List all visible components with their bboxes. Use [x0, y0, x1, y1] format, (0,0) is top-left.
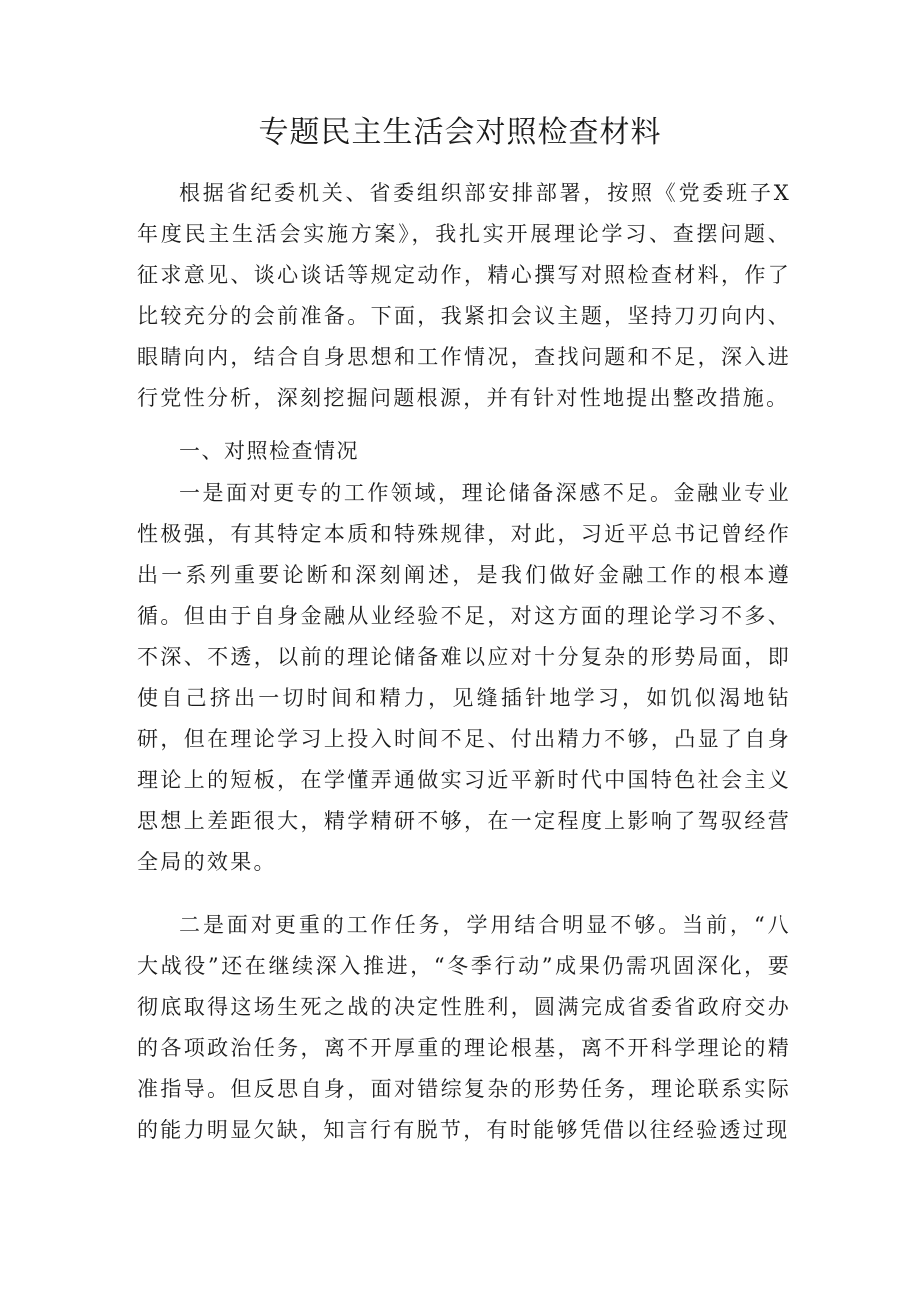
paragraph-point-one: 一是面对更专的工作领域，理论储备深感不足。金融业专业性极强，有其特定本质和特殊规律，对此，习近平总书记曾经作出一系列重要论断和深刻阐述，是我们做好金融工作的根本遵循。但由于自身金融从业经验不足，对这方面的理论学习不多、不深、不透，以前的理论储备难以应对十分复杂的形势局面，即使自己挤出一切时间和精力，见缝插针地学习，如饥似渴地钻研，但在理论学习上投入时间不足、付出精力不够，凸显了自身理论上的短板，在学懂弄通做实习近平新时代中国特色社会主义思想上差距很大，精学精研不够，在一定程度上影响了驾驭经营全局的效果。: [137, 481, 791, 874]
document-title: 专题民主生活会对照检查材料: [258, 115, 662, 150]
paragraph-introduction: 根据省纪委机关、省委组织部安排部署，按照《党委班子X年度民主生活会实施方案》，我扎实开展理论学习、查摆问题、征求意见、谈心谈话等规定动作，精心撰写对照检查材料，作了比较充分的会前准备。下面，我紧扣会议主题，坚持刀刃向内、眼睛向内，结合自身思想和工作情况，查找问题和不足，深入进行党性分析，深刻挖掘问题根源，并有针对性地提出整改措施。: [137, 181, 791, 410]
paragraph-point-two: 二是面对更重的工作任务，学用结合明显不够。当前，“八大战役”还在继续深入推进，“冬季行动”成果仍需巩固深化，要彻底取得这场生死之战的决定性胜利，圆满完成省委省政府交办的各项政治任务，离不开厚重的理论根基，离不开科学理论的精准指导。但反思自身，面对错综复杂的形势任务，理论联系实际的能力明显欠缺，知言行有脱节，有时能够凭借以往经验透过现: [137, 913, 791, 1142]
section-heading-review: 一、对照检查情况: [179, 439, 359, 463]
